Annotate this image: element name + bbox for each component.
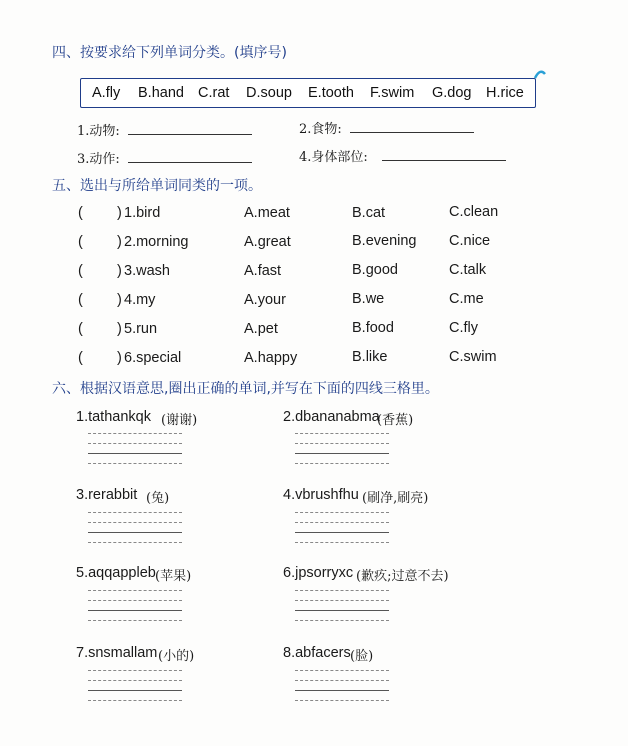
scrambled-word: 1.tathankqk	[76, 409, 151, 425]
question-word: 6.special	[124, 350, 182, 366]
close-paren: )	[117, 321, 122, 337]
question-word: 1.bird	[124, 205, 161, 221]
section-6-heading: 六、根据汉语意思,圈出正确的单词,并写在下面的四线三格里。	[52, 381, 439, 397]
option-b[interactable]: B.food	[352, 320, 394, 336]
option-a[interactable]: A.your	[244, 292, 286, 308]
answer-blank[interactable]	[128, 134, 252, 135]
category-label-food: 2.食物:	[299, 122, 342, 137]
open-paren: (	[78, 263, 83, 279]
scrambled-word: 8.abfacers	[283, 645, 351, 661]
scrambled-word: 7.snsmallam	[76, 645, 158, 661]
option-c[interactable]: C.swim	[449, 349, 497, 365]
section-4-heading: 四、按要求给下列单词分类。(填序号)	[52, 45, 287, 61]
option-b[interactable]: B.like	[352, 349, 388, 365]
word-bank-item: B.hand	[138, 85, 184, 101]
word-bank-item: E.tooth	[308, 85, 354, 101]
chinese-meaning: (谢谢)	[161, 413, 198, 428]
option-c[interactable]: C.nice	[449, 233, 491, 249]
close-paren: )	[117, 205, 122, 221]
word-bank-item: D.soup	[246, 85, 292, 101]
option-c[interactable]: C.fly	[449, 320, 478, 336]
open-paren: (	[78, 350, 83, 366]
option-b[interactable]: B.we	[352, 291, 385, 307]
word-bank-item: H.rice	[486, 85, 524, 101]
close-paren: )	[117, 234, 122, 250]
chinese-meaning: (小的)	[158, 649, 195, 664]
scrambled-word: 4.vbrushfhu	[283, 487, 359, 503]
open-paren: (	[78, 234, 83, 250]
word-bank-item: F.swim	[370, 85, 415, 101]
option-b[interactable]: B.evening	[352, 233, 417, 249]
answer-blank[interactable]	[350, 132, 474, 133]
option-c[interactable]: C.me	[449, 291, 484, 307]
word-bank-item: A.fly	[92, 85, 121, 101]
option-a[interactable]: A.fast	[244, 263, 282, 279]
close-paren: )	[117, 350, 122, 366]
scrambled-word: 6.jpsorryxc	[283, 565, 354, 581]
option-a[interactable]: A.great	[244, 234, 291, 250]
option-c[interactable]: C.clean	[449, 204, 499, 220]
chinese-meaning: (歉疚;过意不去)	[356, 569, 449, 584]
close-paren: )	[117, 263, 122, 279]
answer-blank[interactable]	[128, 162, 252, 163]
word-bank-item: G.dog	[432, 85, 472, 101]
category-label-animals: 1.动物:	[77, 124, 120, 139]
chinese-meaning: (刷净,刷亮)	[362, 491, 429, 506]
open-paren: (	[78, 321, 83, 337]
question-word: 2.morning	[124, 234, 189, 250]
close-paren: )	[117, 292, 122, 308]
category-label-body-parts: 4.身体部位:	[299, 150, 368, 165]
open-paren: (	[78, 205, 83, 221]
option-a[interactable]: A.meat	[244, 205, 290, 221]
scrambled-word: 2.dbananabma	[283, 409, 380, 425]
answer-blank[interactable]	[382, 160, 506, 161]
question-word: 5.run	[124, 321, 158, 337]
question-word: 3.wash	[124, 263, 170, 279]
option-b[interactable]: B.cat	[352, 205, 386, 221]
chinese-meaning: (苹果)	[155, 569, 192, 584]
question-word: 4.my	[124, 292, 156, 308]
option-a[interactable]: A.pet	[244, 321, 278, 337]
option-b[interactable]: B.good	[352, 262, 398, 278]
open-paren: (	[78, 292, 83, 308]
option-c[interactable]: C.talk	[449, 262, 487, 278]
word-bank-item: C.rat	[198, 85, 230, 101]
chinese-meaning: (兔)	[146, 491, 170, 506]
scrambled-word: 5.aqqappleb	[76, 565, 156, 581]
corner-decoration-icon	[533, 68, 547, 82]
chinese-meaning: (香蕉)	[377, 413, 414, 428]
option-a[interactable]: A.happy	[244, 350, 298, 366]
category-label-actions: 3.动作:	[77, 152, 120, 167]
scrambled-word: 3.rerabbit	[76, 487, 138, 503]
chinese-meaning: (脸)	[350, 649, 374, 664]
section-5-heading: 五、选出与所给单词同类的一项。	[52, 178, 262, 194]
